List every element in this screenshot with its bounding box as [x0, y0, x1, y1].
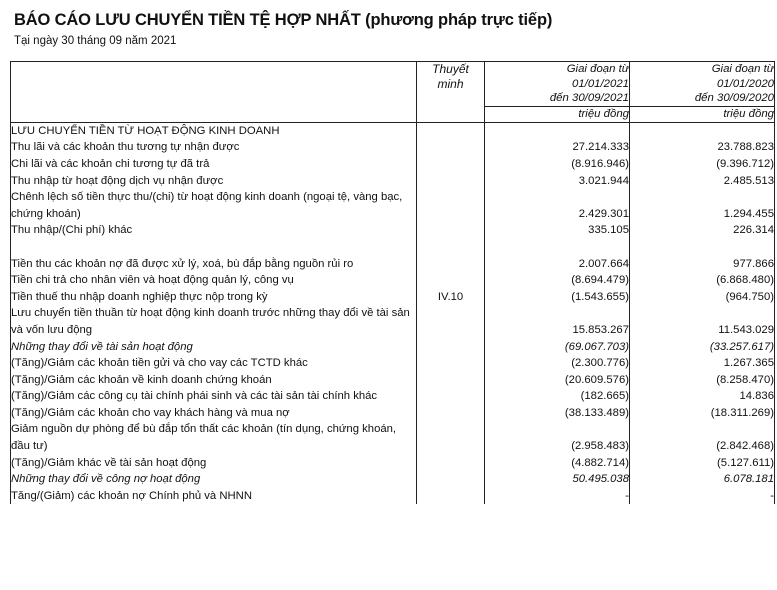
- row-label: Giảm nguồn dự phòng để bù đắp tổn thất các khoản (tín dụng, chứng khoán, đầu tư): [11, 421, 417, 454]
- row-value-period-2: (964.750): [630, 289, 775, 306]
- row-label: Chênh lệch số tiền thực thu/(chi) từ hoạt động kinh doanh (ngoại tệ, vàng bạc, chứng khoán): [11, 189, 417, 222]
- table-row: [11, 355, 775, 372]
- row-note: [417, 405, 485, 422]
- row-label: (Tăng)/Giảm các công cụ tài chính phái sinh và các tài sản tài chính khác: [11, 388, 417, 405]
- header-unit-2: triệu đồng: [630, 106, 775, 122]
- row-value-period-1: (1.543.655): [485, 289, 630, 306]
- row-label: (Tăng)/Giảm các khoản tiền gửi và cho vay các TCTD khác: [11, 355, 417, 372]
- row-value-period-1: (69.067.703): [485, 339, 630, 356]
- table-row: [11, 272, 775, 289]
- table-row: [11, 405, 775, 422]
- row-note: [417, 488, 485, 505]
- table-row: [11, 239, 775, 256]
- table-row: [11, 122, 775, 139]
- row-value-period-2: (9.396.712): [630, 156, 775, 173]
- row-label: Thu nhập/(Chi phí) khác: [11, 222, 417, 239]
- table-row: [11, 471, 775, 488]
- row-note: [417, 305, 485, 338]
- table-row: [11, 372, 775, 389]
- row-value-period-1: 3.021.944: [485, 173, 630, 190]
- row-label: (Tăng)/Giảm các khoản cho vay khách hàng và mua nợ: [11, 405, 417, 422]
- row-value-period-2: 23.788.823: [630, 139, 775, 156]
- row-value-period-1: [485, 122, 630, 139]
- row-value-period-2: [630, 239, 775, 256]
- row-value-period-2: 977.866: [630, 256, 775, 273]
- row-note: [417, 388, 485, 405]
- row-note: [417, 471, 485, 488]
- row-note: [417, 355, 485, 372]
- header-period-2-line3: đến 30/09/2020: [694, 92, 774, 105]
- row-value-period-2: (8.258.470): [630, 372, 775, 389]
- row-value-period-1: [485, 239, 630, 256]
- row-label: (Tăng)/Giảm khác về tài sản hoạt động: [11, 455, 417, 472]
- row-label: Lưu chuyển tiền thuần từ hoạt động kinh doanh trước những thay đổi về tài sản và vốn lưu động: [11, 305, 417, 338]
- header-period-1-line2: 01/01/2021: [571, 77, 629, 90]
- table-row: [11, 189, 775, 222]
- row-value-period-2: 6.078.181: [630, 471, 775, 488]
- row-note: [417, 173, 485, 190]
- row-value-period-1: 15.853.267: [485, 305, 630, 338]
- row-value-period-1: (2.958.483): [485, 421, 630, 454]
- table-row: [11, 455, 775, 472]
- row-value-period-1: 2.007.664: [485, 256, 630, 273]
- header-period-2-line1: Giai đoạn từ: [711, 63, 774, 75]
- row-note: [417, 372, 485, 389]
- document-page: [0, 11, 777, 590]
- row-label: Tăng/(Giảm) các khoản nợ Chính phủ và NHNN: [11, 488, 417, 505]
- table-row: [11, 339, 775, 356]
- row-value-period-1: (182.665): [485, 388, 630, 405]
- page-title: BÁO CÁO LƯU CHUYỂN TIỀN TỆ HỢP NHẤT (phương pháp trực tiếp): [14, 11, 553, 29]
- row-note: [417, 139, 485, 156]
- header-period-1: [485, 62, 630, 107]
- row-note: [417, 455, 485, 472]
- row-label: Chi lãi và các khoản chi tương tự đã trả: [11, 156, 417, 173]
- row-note: [417, 256, 485, 273]
- page-subtitle: Tại ngày 30 tháng 09 năm 2021: [14, 35, 177, 47]
- row-value-period-2: 2.485.513: [630, 173, 775, 190]
- row-label: Thu lãi và các khoản thu tương tự nhận được: [11, 139, 417, 156]
- row-note: [417, 156, 485, 173]
- header-row-periods: [11, 62, 775, 107]
- row-label: (Tăng)/Giảm các khoản về kinh doanh chứng khoán: [11, 372, 417, 389]
- table-row: [11, 289, 775, 306]
- header-period-1-line1: Giai đoạn từ: [566, 63, 629, 75]
- row-value-period-1: -: [485, 488, 630, 505]
- row-note: [417, 421, 485, 454]
- header-period-1-line3: đến 30/09/2021: [549, 92, 629, 105]
- row-note: [417, 222, 485, 239]
- header-unit-1: triệu đồng: [485, 106, 630, 122]
- row-note: IV.10: [417, 289, 485, 306]
- row-note: [417, 339, 485, 356]
- row-value-period-2: (5.127.611): [630, 455, 775, 472]
- row-note: [417, 189, 485, 222]
- row-label: LƯU CHUYỂN TIỀN TỪ HOẠT ĐỘNG KINH DOANH: [11, 122, 417, 139]
- row-label: Tiền thuế thu nhập doanh nghiệp thực nộp trong kỳ: [11, 289, 417, 306]
- table-row: [11, 173, 775, 190]
- table-row: [11, 388, 775, 405]
- row-value-period-1: (20.609.576): [485, 372, 630, 389]
- table-row: [11, 421, 775, 454]
- header-note-column: [417, 62, 485, 123]
- row-value-period-2: (2.842.468): [630, 421, 775, 454]
- row-value-period-1: (8.916.946): [485, 156, 630, 173]
- table-row: [11, 156, 775, 173]
- row-value-period-2: [630, 122, 775, 139]
- row-label: Tiền thu các khoản nợ đã được xử lý, xoá, bù đắp bằng nguồn rủi ro: [11, 256, 417, 273]
- row-value-period-2: (6.868.480): [630, 272, 775, 289]
- table-row: [11, 222, 775, 239]
- row-value-period-2: (33.257.617): [630, 339, 775, 356]
- table-row: [11, 256, 775, 273]
- header-period-2: [630, 62, 775, 107]
- row-label: [11, 239, 417, 256]
- row-note: [417, 272, 485, 289]
- header-note-line1: Thuyết: [432, 62, 469, 76]
- row-label: Tiền chi trả cho nhân viên và hoạt động quản lý, công vụ: [11, 272, 417, 289]
- row-value-period-2: (18.311.269): [630, 405, 775, 422]
- table-row: [11, 305, 775, 338]
- header-period-2-line2: 01/01/2020: [716, 77, 774, 90]
- row-value-period-1: 2.429.301: [485, 189, 630, 222]
- row-value-period-1: 50.495.038: [485, 471, 630, 488]
- row-value-period-1: 335.105: [485, 222, 630, 239]
- table-row: [11, 488, 775, 505]
- row-value-period-1: (2.300.776): [485, 355, 630, 372]
- row-value-period-1: 27.214.333: [485, 139, 630, 156]
- row-label: Những thay đổi về công nợ hoạt động: [11, 471, 417, 488]
- row-value-period-1: (38.133.489): [485, 405, 630, 422]
- row-value-period-2: 1.267.365: [630, 355, 775, 372]
- row-value-period-2: 226.314: [630, 222, 775, 239]
- row-label: Những thay đổi về tài sản hoạt động: [11, 339, 417, 356]
- row-note: [417, 239, 485, 256]
- cash-flow-table: [10, 61, 775, 504]
- row-value-period-1: (4.882.714): [485, 455, 630, 472]
- table-body: [11, 122, 775, 504]
- row-value-period-2: 11.543.029: [630, 305, 775, 338]
- header-note-line2: minh: [437, 76, 464, 91]
- header-blank-cell: [11, 62, 417, 123]
- table-row: [11, 139, 775, 156]
- table-header: [11, 62, 775, 123]
- row-value-period-2: 14.836: [630, 388, 775, 405]
- row-label: Thu nhập từ hoạt động dịch vụ nhận được: [11, 173, 417, 190]
- row-note: [417, 122, 485, 139]
- row-value-period-1: (8.694.479): [485, 272, 630, 289]
- row-value-period-2: 1.294.455: [630, 189, 775, 222]
- row-value-period-2: -: [630, 488, 775, 505]
